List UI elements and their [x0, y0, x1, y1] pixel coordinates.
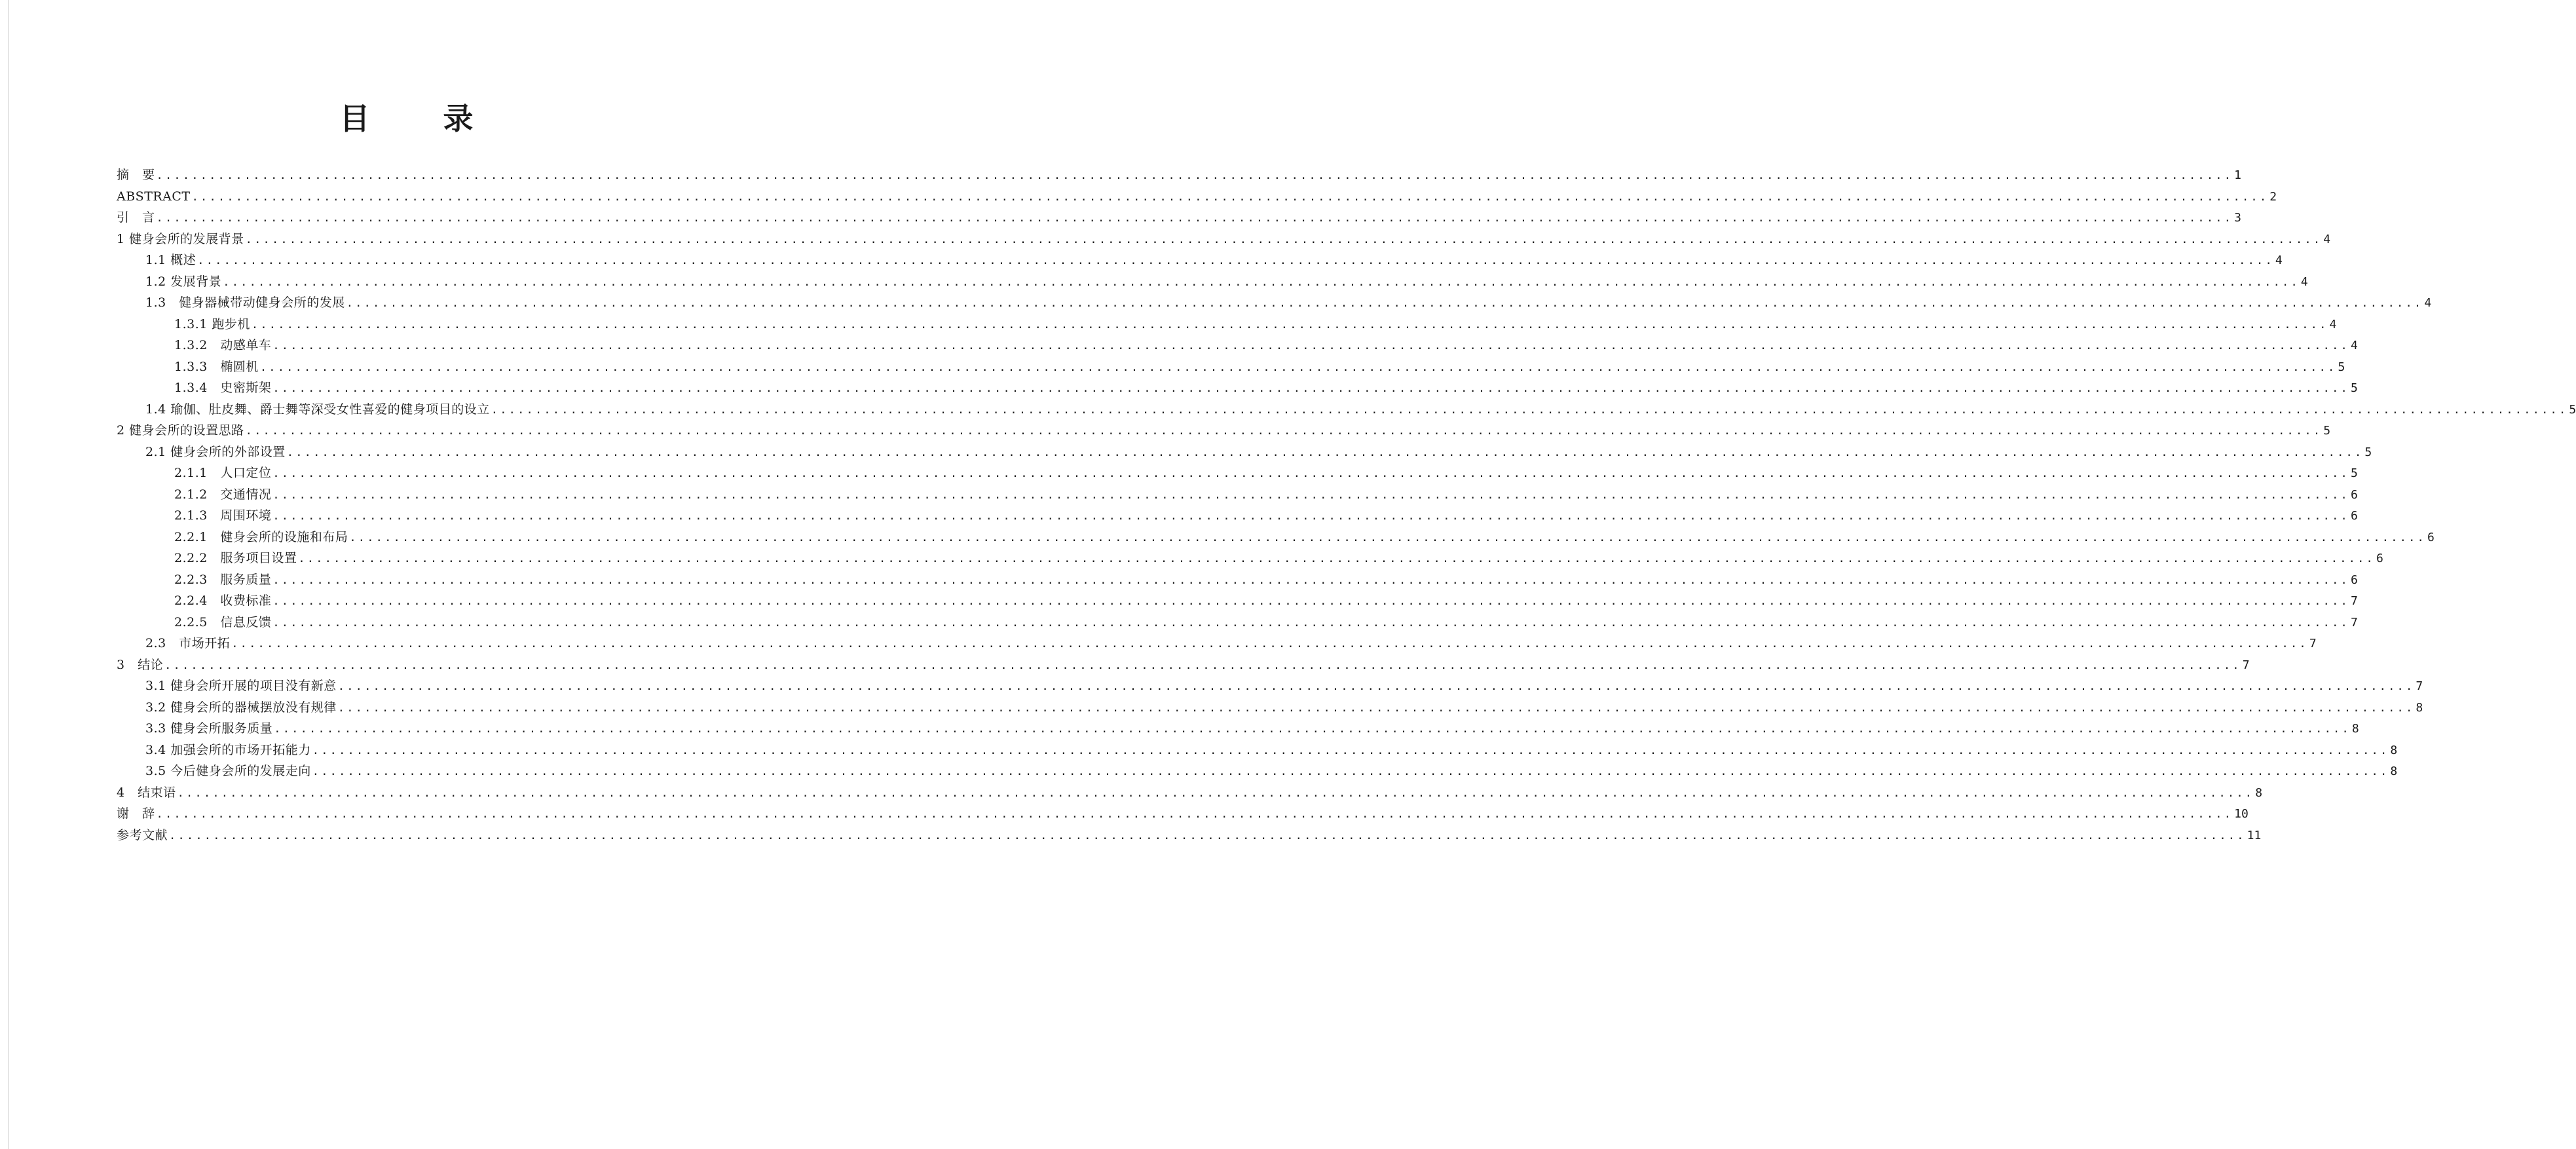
toc-entry[interactable]	[117, 803, 2249, 825]
toc-entry[interactable]	[117, 612, 2358, 633]
toc-entry[interactable]	[117, 164, 2241, 186]
toc-entry-label: 2.2.5 信息反馈	[174, 614, 272, 630]
toc-entry[interactable]	[117, 782, 2263, 804]
toc-page-number: 6	[2376, 552, 2383, 565]
toc-dot-leader: ............................................................................................................................................................................................................................................	[272, 339, 2349, 352]
toc-page-number: 7	[2309, 637, 2317, 650]
toc-entry-label: 2 健身会所的设置思路	[117, 423, 244, 438]
toc-entry-label: 1.3.3 椭圆机	[174, 359, 259, 374]
toc-page-number: 6	[2427, 530, 2435, 544]
toc-page-number: 5	[2351, 466, 2358, 480]
toc-page-number: 4	[2424, 296, 2432, 310]
toc-page-number: 4	[2275, 254, 2283, 267]
toc-entry-label: 1 健身会所的发展背景	[117, 231, 244, 246]
toc-entry-label: 3.1 健身会所开展的项目没有新意	[145, 679, 337, 693]
toc-page-number: 8	[2416, 700, 2423, 715]
toc-page-number: 7	[2416, 679, 2423, 693]
toc-page-number: 10	[2234, 807, 2249, 821]
toc-dot-leader: ............................................................................................................................................................................................................................................	[298, 552, 2375, 565]
toc-page-number: 5	[2569, 402, 2576, 417]
toc-entry[interactable]	[117, 569, 2358, 591]
toc-entry[interactable]	[117, 314, 2337, 335]
toc-dot-leader: ............................................................................................................................................................................................................................................	[156, 212, 2233, 225]
toc-entry-label: 2.1 健身会所的外部设置	[145, 444, 286, 459]
toc-entry-label: 2.1.2 交通情况	[174, 487, 272, 502]
toc-entry-label: 4 结束语	[117, 785, 176, 800]
toc-entry-label: 1.3.1 跑步机	[174, 316, 250, 331]
toc-entry-label: 1.3.4 史密斯架	[174, 381, 272, 395]
toc-dot-leader: ............................................................................................................................................................................................................................................	[349, 531, 2426, 544]
toc-entry[interactable]	[117, 462, 2358, 484]
toc-page-number: 1	[2234, 168, 2241, 182]
toc-entry[interactable]	[117, 527, 2435, 548]
toc-dot-leader: ............................................................................................................................................................................................................................................	[245, 233, 2323, 246]
toc-entry-label: 引 言	[117, 210, 155, 225]
toc-entry-label: 2.2.3 服务质量	[174, 572, 272, 587]
toc-page-number: 7	[2242, 658, 2250, 672]
toc-dot-leader: ............................................................................................................................................................................................................................................	[245, 424, 2323, 438]
toc-entry[interactable]	[117, 271, 2308, 293]
toc-entry-label: 摘 要	[117, 168, 155, 182]
toc-dot-leader: ............................................................................................................................................................................................................................................	[312, 765, 2389, 778]
toc-page-number: 4	[2351, 339, 2358, 352]
toc-entry[interactable]	[117, 186, 2277, 208]
toc-entry[interactable]	[117, 356, 2345, 378]
toc-dot-leader: ............................................................................................................................................................................................................................................	[337, 701, 2415, 715]
toc-entry-label: 2.1.1 人口定位	[174, 466, 272, 480]
toc-page-number: 6	[2351, 509, 2358, 523]
toc-entry[interactable]	[117, 229, 2331, 250]
toc-entry[interactable]	[117, 675, 2423, 697]
toc-page-number: 7	[2351, 594, 2358, 608]
toc-dot-leader: ............................................................................................................................................................................................................................................	[272, 573, 2349, 587]
toc-entry-label: 3.3 健身会所服务质量	[145, 721, 273, 736]
table-of-contents	[117, 164, 2576, 846]
toc-entry-label: 1.1 概述	[145, 253, 196, 267]
toc-entry[interactable]	[117, 633, 2317, 654]
toc-page-number: 8	[2351, 722, 2359, 736]
toc-entry[interactable]	[117, 740, 2398, 761]
toc-entry[interactable]	[117, 654, 2250, 676]
toc-entry[interactable]	[117, 250, 2283, 271]
toc-entry-label: 3.4 加强会所的市场开拓能力	[145, 742, 311, 757]
toc-entry-label: 2.1.3 周围环境	[174, 508, 272, 523]
toc-dot-leader: ............................................................................................................................................................................................................................................	[169, 829, 2246, 842]
toc-dot-leader: ............................................................................................................................................................................................................................................	[191, 190, 2269, 204]
toc-page-number: 6	[2351, 487, 2358, 502]
toc-dot-leader: ............................................................................................................................................................................................................................................	[272, 616, 2349, 630]
toc-page-number: 2	[2269, 189, 2277, 204]
toc-entry-label: 2.2.4 收费标准	[174, 593, 272, 608]
toc-entry[interactable]	[117, 399, 2576, 421]
toc-dot-leader: ............................................................................................................................................................................................................................................	[346, 297, 2423, 310]
toc-dot-leader: ............................................................................................................................................................................................................................................	[164, 658, 2241, 672]
toc-entry-label: 谢 辞	[117, 806, 155, 821]
toc-page-number: 6	[2351, 573, 2358, 587]
toc-entry-label: 参考文献	[117, 827, 168, 842]
toc-entry[interactable]	[117, 505, 2358, 527]
toc-page-number: 8	[2390, 743, 2398, 757]
toc-page-number: 5	[2364, 445, 2372, 459]
toc-entry-label: 1.3.2 动感单车	[174, 338, 272, 352]
toc-entry-label: 2.2.1 健身会所的设施和布局	[174, 529, 348, 544]
toc-entry-label: 1.4 瑜伽、肚皮舞、爵士舞等深受女性喜爱的健身项目的设立	[145, 402, 490, 417]
toc-dot-leader: ............................................................................................................................................................................................................................................	[156, 169, 2233, 182]
toc-dot-leader: ............................................................................................................................................................................................................................................	[272, 467, 2349, 480]
toc-entry[interactable]	[117, 718, 2359, 740]
toc-dot-leader: ............................................................................................................................................................................................................................................	[272, 382, 2349, 395]
toc-entry-label: 3.2 健身会所的器械摆放没有规律	[145, 700, 337, 715]
toc-dot-leader: ............................................................................................................................................................................................................................................	[223, 275, 2300, 289]
page-title: 目 录	[339, 101, 505, 136]
toc-entry[interactable]	[117, 548, 2383, 569]
toc-dot-leader: ............................................................................................................................................................................................................................................	[272, 488, 2349, 502]
toc-entry[interactable]	[117, 292, 2432, 314]
toc-page-number: 3	[2234, 211, 2241, 225]
toc-entry[interactable]	[117, 590, 2358, 612]
toc-dot-leader: ............................................................................................................................................................................................................................................	[197, 254, 2274, 267]
toc-page-number: 11	[2247, 828, 2262, 842]
toc-entry-label: 3.5 今后健身会所的发展走向	[145, 764, 311, 778]
toc-entry-label: 2.3 市场开拓	[145, 636, 231, 650]
toc-page-number: 4	[2300, 274, 2308, 289]
toc-dot-leader: ............................................................................................................................................................................................................................................	[491, 403, 2568, 417]
toc-page-number: 8	[2390, 764, 2398, 778]
toc-page-number: 7	[2351, 615, 2358, 630]
toc-dot-leader: ............................................................................................................................................................................................................................................	[274, 723, 2351, 736]
toc-entry[interactable]	[117, 825, 2262, 846]
toc-entry[interactable]	[117, 207, 2241, 229]
toc-dot-leader: ............................................................................................................................................................................................................................................	[177, 786, 2254, 800]
toc-page-number: 4	[2329, 317, 2337, 331]
toc-entry-label: 1.3 健身器械带动健身会所的发展	[145, 295, 345, 310]
toc-entry-label: ABSTRACT	[117, 189, 191, 204]
toc-entry[interactable]	[117, 484, 2358, 506]
toc-dot-leader: ............................................................................................................................................................................................................................................	[286, 445, 2364, 459]
toc-entry[interactable]	[117, 761, 2398, 782]
toc-page-number: 5	[2338, 360, 2345, 374]
toc-dot-leader: ............................................................................................................................................................................................................................................	[312, 744, 2389, 757]
toc-dot-leader: ............................................................................................................................................................................................................................................	[251, 318, 2328, 331]
toc-page-number: 4	[2323, 232, 2331, 246]
toc-dot-leader: ............................................................................................................................................................................................................................................	[337, 680, 2415, 693]
toc-dot-leader: ............................................................................................................................................................................................................................................	[272, 510, 2349, 523]
toc-page-number: 5	[2323, 424, 2331, 438]
toc-dot-leader: ............................................................................................................................................................................................................................................	[259, 360, 2337, 374]
toc-entry-label: 1.2 发展背景	[145, 274, 222, 289]
toc-entry[interactable]	[117, 442, 2372, 463]
toc-entry-label: 3 结论	[117, 657, 164, 672]
toc-entry-label: 2.2.2 服务项目设置	[174, 551, 297, 565]
toc-page-number: 5	[2351, 381, 2358, 395]
toc-dot-leader: ............................................................................................................................................................................................................................................	[272, 595, 2349, 608]
toc-entry[interactable]	[117, 377, 2358, 399]
toc-entry[interactable]	[117, 420, 2331, 442]
toc-entry[interactable]	[117, 697, 2423, 719]
toc-page-number: 8	[2255, 785, 2263, 800]
toc-entry[interactable]	[117, 335, 2358, 356]
toc-dot-leader: ............................................................................................................................................................................................................................................	[231, 637, 2308, 650]
toc-dot-leader: ............................................................................................................................................................................................................................................	[156, 808, 2233, 821]
